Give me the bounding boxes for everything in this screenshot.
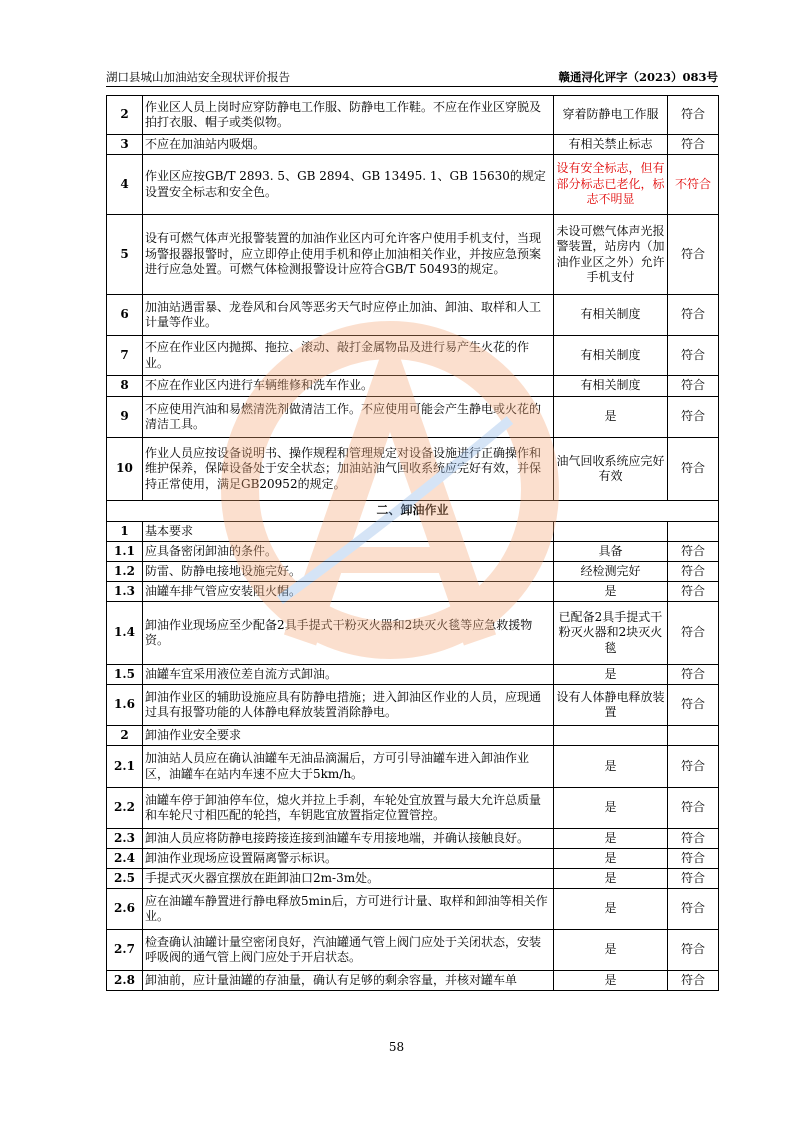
evaluation-result: 符合 — [668, 930, 719, 971]
actual-situation: 是 — [554, 665, 668, 685]
evaluation-result: 符合 — [668, 849, 719, 869]
evaluation-result: 符合 — [668, 582, 719, 602]
evaluation-result: 符合 — [668, 788, 719, 829]
item-number: 1.4 — [107, 602, 143, 665]
table-row — [107, 665, 719, 685]
item-number: 5 — [107, 215, 143, 295]
table-row — [107, 869, 719, 889]
table-row — [107, 562, 719, 582]
item-number: 1.2 — [107, 562, 143, 582]
requirement-text: 作业人员应按设备说明书、操作规程和管理规定对设备设施进行正确操作和维护保养，保障设备处于安全状态；加油站油气回收系统应完好有效，并保持正常使用，满足GB20952的规定。 — [143, 438, 554, 501]
table-row — [107, 726, 719, 746]
item-number: 6 — [107, 295, 143, 336]
table-row — [107, 602, 719, 665]
item-number: 8 — [107, 376, 143, 397]
evaluation-result: 符合 — [668, 602, 719, 665]
evaluation-result: 符合 — [668, 869, 719, 889]
item-number: 2.4 — [107, 849, 143, 869]
item-number: 2.1 — [107, 746, 143, 788]
item-number: 9 — [107, 397, 143, 438]
evaluation-result — [668, 726, 719, 746]
actual-situation: 有相关制度 — [554, 295, 668, 336]
item-number: 1.6 — [107, 685, 143, 726]
report-number: 赣通浔化评字（2023）083号 — [558, 70, 718, 84]
table-row — [107, 215, 719, 295]
table-row — [107, 971, 719, 991]
evaluation-result: 符合 — [668, 135, 719, 155]
evaluation-result: 符合 — [668, 336, 719, 376]
table-row — [107, 582, 719, 602]
section-title: 二、卸油作业 — [107, 501, 719, 522]
requirement-text: 应在油罐车静置进行静电释放5min后，方可进行计量、取样和卸油等相关作业。 — [143, 889, 554, 930]
item-number: 7 — [107, 336, 143, 376]
page-number: 58 — [388, 1040, 405, 1054]
actual-situation: 是 — [554, 930, 668, 971]
item-number: 1.3 — [107, 582, 143, 602]
requirement-text: 油罐车排气管应安装阻火帽。 — [143, 582, 554, 602]
requirement-text: 加油站人员应在确认油罐车无油品滴漏后，方可引导油罐车进入卸油作业区，油罐车在站内车速不应大于5km/h。 — [143, 746, 554, 788]
evaluation-result: 不符合 — [668, 155, 719, 215]
table-row — [107, 746, 719, 788]
evaluation-result: 符合 — [668, 829, 719, 849]
table-row — [107, 397, 719, 438]
table-row — [107, 135, 719, 155]
requirement-text: 手提式灭火器宜摆放在距卸油口2m-3m处。 — [143, 869, 554, 889]
actual-situation: 是 — [554, 582, 668, 602]
actual-situation: 设有人体静电释放装置 — [554, 685, 668, 726]
actual-situation: 是 — [554, 397, 668, 438]
item-number: 2.6 — [107, 889, 143, 930]
evaluation-result: 符合 — [668, 889, 719, 930]
item-number: 2.8 — [107, 971, 143, 991]
table-row — [107, 889, 719, 930]
item-number: 1.5 — [107, 665, 143, 685]
requirement-text: 应具备密闭卸油的条件。 — [143, 542, 554, 562]
evaluation-result: 符合 — [668, 376, 719, 397]
page-header — [106, 66, 718, 87]
actual-situation: 有相关制度 — [554, 336, 668, 376]
evaluation-result: 符合 — [668, 215, 719, 295]
actual-situation: 是 — [554, 746, 668, 788]
requirement-text: 卸油前，应计量油罐的存油量，确认有足够的剩余容量，并核对罐车单 — [143, 971, 554, 991]
actual-situation: 是 — [554, 971, 668, 991]
evaluation-result: 符合 — [668, 746, 719, 788]
report-title: 湖口县城山加油站安全现状评价报告 — [106, 70, 290, 84]
actual-situation: 有相关禁止标志 — [554, 135, 668, 155]
actual-situation: 未设可燃气体声光报警装置，站房内（加油作业区之外）允许手机支付 — [554, 215, 668, 295]
table-row — [107, 522, 719, 542]
requirement-text: 不应在作业区内抛掷、拖拉、滚动、敲打金属物品及进行易产生火花的作业。 — [143, 336, 554, 376]
requirement-text: 卸油人员应将防静电接跨接连接到油罐车专用接地端，并确认接触良好。 — [143, 829, 554, 849]
table-row — [107, 930, 719, 971]
requirement-text: 卸油作业安全要求 — [143, 726, 554, 746]
requirement-text: 检查确认油罐计量空密闭良好，汽油罐通气管上阀门应处于关闭状态，安装呼吸阀的通气管上阀门应处于开启状态。 — [143, 930, 554, 971]
table-row — [107, 685, 719, 726]
table-row — [107, 438, 719, 501]
evaluation-result: 符合 — [668, 397, 719, 438]
item-number: 4 — [107, 155, 143, 215]
requirement-text: 设有可燃气体声光报警装置的加油作业区内可允许客户使用手机支付，当现场警报器报警时，应立即停止使用手机和停止加油相关作业，并按应急预案进行应急处置。可燃气体检测报警设计应符合GB/T 50493的规定。 — [143, 215, 554, 295]
section-row — [107, 501, 719, 522]
table-row — [107, 849, 719, 869]
requirement-text: 不应在加油站内吸烟。 — [143, 135, 554, 155]
evaluation-result: 符合 — [668, 295, 719, 336]
requirement-text: 不应使用汽油和易燃清洗剂做清洁工作。不应使用可能会产生静电或火花的清洁工具。 — [143, 397, 554, 438]
table-row — [107, 295, 719, 336]
item-number: 2.7 — [107, 930, 143, 971]
requirement-text: 防雷、防静电接地设施完好。 — [143, 562, 554, 582]
requirement-text: 油罐车宜采用液位差自流方式卸油。 — [143, 665, 554, 685]
table-row — [107, 829, 719, 849]
requirement-text: 油罐车停于卸油停车位，熄火并拉上手刹，车轮处宜放置与最大允许总质量和车轮尺寸相匹配的轮挡，车钥匙宜放置指定位置管控。 — [143, 788, 554, 829]
item-number: 1 — [107, 522, 143, 542]
actual-situation: 经检测完好 — [554, 562, 668, 582]
actual-situation: 已配备2具手提式干粉灭火器和2块灭火毯 — [554, 602, 668, 665]
actual-situation: 设有安全标志，但有部分标志已老化，标志不明显 — [554, 155, 668, 215]
requirement-text: 卸油作业现场应设置隔离警示标识。 — [143, 849, 554, 869]
actual-situation: 是 — [554, 869, 668, 889]
actual-situation: 穿着防静电工作服 — [554, 96, 668, 135]
item-number: 2 — [107, 96, 143, 135]
item-number: 2.2 — [107, 788, 143, 829]
requirement-text: 作业区人员上岗时应穿防静电工作服、防静电工作鞋。不应在作业区穿脱及拍打衣服、帽子或类似物。 — [143, 96, 554, 135]
table-row — [107, 788, 719, 829]
evaluation-result: 符合 — [668, 542, 719, 562]
item-number: 2 — [107, 726, 143, 746]
table-row — [107, 376, 719, 397]
item-number: 2.5 — [107, 869, 143, 889]
evaluation-result: 符合 — [668, 438, 719, 501]
requirement-text: 作业区应按GB/T 2893. 5、GB 2894、GB 13495. 1、GB 15630的规定设置安全标志和安全色。 — [143, 155, 554, 215]
requirement-text: 卸油作业区的辅助设施应具有防静电措施；进入卸油区作业的人员，应现通过具有报警功能的人体静电释放装置消除静电。 — [143, 685, 554, 726]
evaluation-result: 符合 — [668, 971, 719, 991]
evaluation-result: 符合 — [668, 96, 719, 135]
actual-situation: 具备 — [554, 542, 668, 562]
item-number: 10 — [107, 438, 143, 501]
evaluation-result — [668, 522, 719, 542]
actual-situation: 是 — [554, 849, 668, 869]
evaluation-result: 符合 — [668, 685, 719, 726]
requirement-text: 基本要求 — [143, 522, 554, 542]
actual-situation: 是 — [554, 889, 668, 930]
actual-situation: 有相关制度 — [554, 376, 668, 397]
table-row — [107, 336, 719, 376]
evaluation-table — [106, 95, 719, 991]
actual-situation: 是 — [554, 788, 668, 829]
table-body — [107, 96, 719, 991]
item-number: 2.3 — [107, 829, 143, 849]
actual-situation: 是 — [554, 829, 668, 849]
actual-situation — [554, 726, 668, 746]
table-row — [107, 542, 719, 562]
actual-situation: 油气回收系统应完好有效 — [554, 438, 668, 501]
table-row — [107, 155, 719, 215]
actual-situation — [554, 522, 668, 542]
requirement-text: 加油站遇雷暴、龙卷风和台风等恶劣天气时应停止加油、卸油、取样和人工计量等作业。 — [143, 295, 554, 336]
item-number: 3 — [107, 135, 143, 155]
table-row — [107, 96, 719, 135]
requirement-text: 不应在作业区内进行车辆维修和洗车作业。 — [143, 376, 554, 397]
item-number: 1.1 — [107, 542, 143, 562]
evaluation-result: 符合 — [668, 665, 719, 685]
evaluation-result: 符合 — [668, 562, 719, 582]
requirement-text: 卸油作业现场应至少配备2具手提式干粉灭火器和2块灭火毯等应急救援物资。 — [143, 602, 554, 665]
